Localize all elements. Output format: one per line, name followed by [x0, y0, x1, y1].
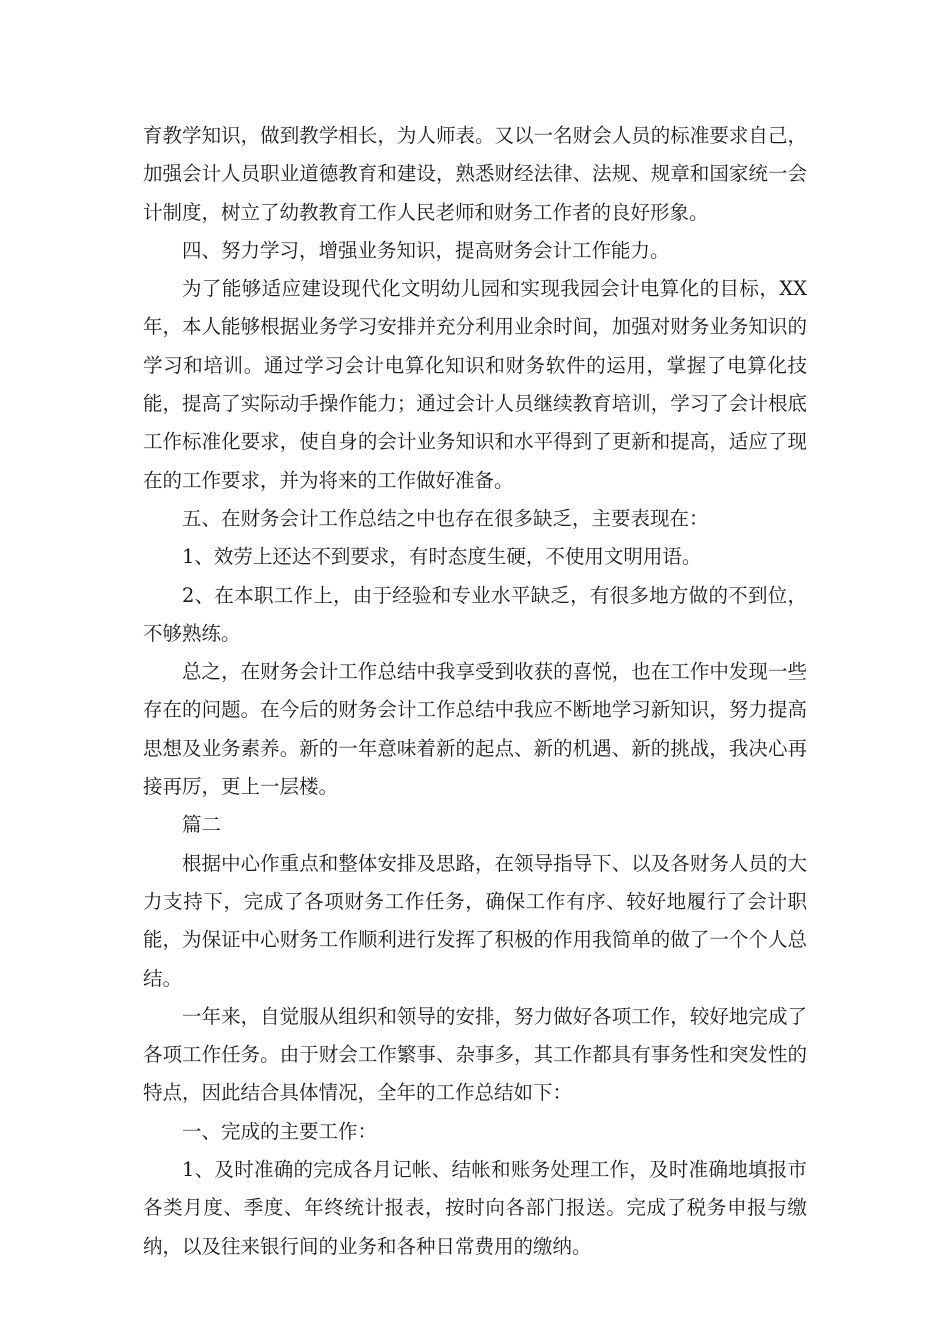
chapter-heading-2: 篇二	[182, 813, 222, 837]
paragraph-year-review: 一年来，自觉服从组织和领导的安排，努力做好各项工作，较好地完成了各项工作任务。由于财会工作繁事、杂事多，其工作都具有事务性和突发性的特点，因此结合具体情况，全年的工作总结如下：	[143, 1004, 807, 1105]
section-heading-5: 五、在财务会计工作总结之中也存在很多缺乏，主要表现在：	[182, 506, 709, 530]
paragraph-continuation: 育教学知识，做到教学相长，为人师表。又以一名财会人员的标准要求自己，加强会计人员职业道德教育和建设，熟悉财经法律、法规、规章和国家统一会计制度，树立了幼教教育工作人民老师和财务工作者的良好形象。	[143, 124, 807, 224]
section-heading-4: 四、努力学习，增强业务知识，提高财务会计工作能力。	[182, 238, 670, 262]
document-body	[143, 117, 807, 1266]
paragraph-study: 为了能够适应建设现代化文明幼儿园和实现我园会计电算化的目标，XX年，本人能够根据业务学习安排并充分利用业余时间，加强对财务业务知识的学习和培训。通过学习会计电算化知识和财务软件的运用，掌握了电算化技能，提高了实际动手操作能力；通过会计人员继续教育培训，学习了会计根底工作标准化要求，使自身的会计业务知识和水平得到了更新和提高，适应了现在的工作要求，并为将来的工作做好准备。	[143, 277, 807, 492]
paragraph-intro: 根据中心作重点和整体安排及思路，在领导指导下、以及各财务人员的大力支持下，完成了各项财务工作任务，确保工作有序、较好地履行了会计职能，为保证中心财务工作顺利进行发挥了积极的作用我简单的做了一个个人总结。	[143, 851, 807, 990]
list-item-2: 2、在本职工作上，由于经验和专业水平缺乏，有很多地方做的不到位，不够熟练。	[143, 583, 807, 645]
paragraph-summary: 总之，在财务会计工作总结中我享受到收获的喜悦，也在工作中发现一些存在的问题。在今后的财务会计工作总结中我应不断地学习新知识，努力提高思想及业务素养。新的一年意味着新的起点、新的机遇、新的挑战，我决心再接再厉，更上一层楼。	[143, 660, 807, 799]
list-item-accounting: 1、及时准确的完成各月记帐、结帐和账务处理工作，及时准确地填报市各类月度、季度、年终统计报表，按时向各部门报送。完成了税务申报与缴纳，以及往来银行间的业务和各种日常费用的缴纳。	[143, 1158, 807, 1258]
section-heading-1: 一、完成的主要工作：	[182, 1119, 378, 1143]
list-item-1: 1、效劳上还达不到要求，有时态度生硬，不使用文明用语。	[182, 545, 702, 569]
